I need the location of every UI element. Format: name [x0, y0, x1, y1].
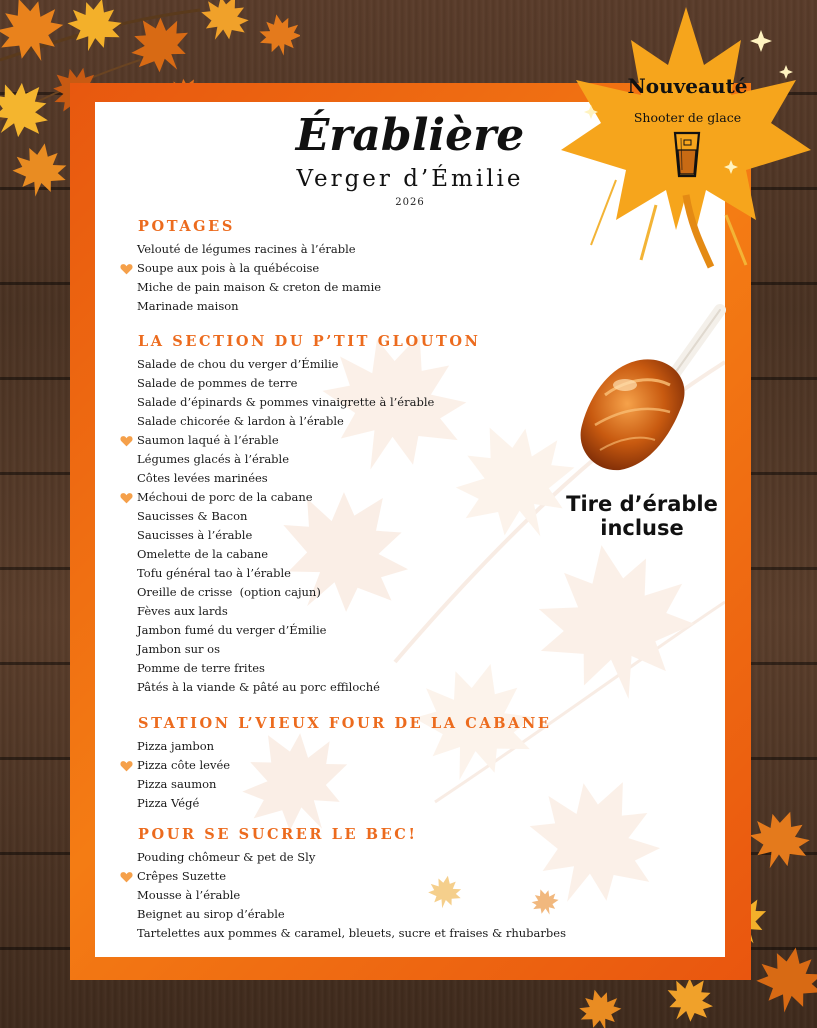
menu-item: Pizza Végé	[137, 796, 200, 810]
menu-item: Salade de pommes de terre	[137, 376, 298, 390]
promo-text	[552, 492, 732, 540]
badge-subtitle: Shooter de glace	[633, 110, 742, 125]
heart-icon	[120, 435, 133, 447]
menu-item: Oreille de crisse (option cajun)	[137, 585, 321, 599]
section-title-potages: POTAGES	[138, 218, 235, 235]
section-title-desserts: POUR SE SUCRER LE BEC!	[138, 826, 418, 843]
heart-icon	[120, 263, 133, 275]
menu-list-station-four	[137, 737, 230, 813]
menu-item: Méchoui de porc de la cabane	[137, 488, 434, 507]
menu-item: Miche de pain maison & creton de mamie	[137, 280, 382, 294]
page-title: Érablière	[295, 110, 525, 161]
menu-item: Pizza jambon	[137, 739, 215, 753]
menu-item: Pomme de terre frites	[137, 661, 265, 675]
promo-line-2: incluse	[600, 516, 684, 540]
heart-icon	[120, 492, 133, 504]
menu-list-ptit-glouton	[137, 355, 434, 697]
menu-item: Saumon laqué à l’érable	[137, 431, 434, 450]
menu-item: Légumes glacés à l’érable	[137, 452, 290, 466]
page-subtitle: Verger d’Émilie	[296, 166, 524, 192]
menu-item: Velouté de légumes racines à l’érable	[137, 242, 356, 256]
menu-item: Soupe aux pois à la québécoise	[137, 259, 381, 278]
section-title-station-four: STATION L’VIEUX FOUR DE LA CABANE	[138, 715, 552, 732]
menu-item: Saucisses & Bacon	[137, 509, 248, 523]
maple-taffy-illustration	[570, 300, 740, 490]
menu-item: Fèves aux lards	[137, 604, 228, 618]
menu-item: Mousse à l’érable	[137, 888, 241, 902]
menu-item: Tofu général tao à l’érable	[137, 566, 291, 580]
menu-list-desserts	[137, 848, 566, 943]
menu-item: Tartelettes aux pommes & caramel, bleuets, sucre et fraises & rhubarbes	[137, 926, 566, 940]
menu-item: Jambon sur os	[137, 642, 221, 656]
menu-item: Marinade maison	[137, 299, 239, 313]
menu-item: Jambon fumé du verger d’Émilie	[137, 623, 327, 637]
menu-item: Salade de chou du verger d’Émilie	[137, 357, 339, 371]
shot-glass-icon	[672, 130, 702, 180]
menu-item: Beignet au sirop d’érable	[137, 907, 285, 921]
menu-item: Pizza saumon	[137, 777, 217, 791]
promo-line-1: Tire d’érable	[566, 492, 718, 516]
menu-item: Pizza côte levée	[137, 756, 230, 775]
badge-title: Nouveauté	[627, 74, 748, 98]
menu-item: Salade chicorée & lardon à l’érable	[137, 414, 344, 428]
section-title-ptit-glouton: LA SECTION DU P’TIT GLOUTON	[138, 333, 481, 350]
menu-item: Saucisses à l’érable	[137, 528, 253, 542]
menu-item: Crêpes Suzette	[137, 867, 566, 886]
menu-item: Pouding chômeur & pet de Sly	[137, 850, 316, 864]
heart-icon	[120, 760, 133, 772]
menu-item: Côtes levées marinées	[137, 471, 268, 485]
menu-item: Salade d’épinards & pommes vinaigrette à l’érable	[137, 395, 435, 409]
year-label: 2026	[395, 197, 425, 208]
menu-item: Pâtés à la viande & pâté au porc effiloché	[137, 680, 380, 694]
menu-list-potages	[137, 240, 381, 316]
menu-item: Omelette de la cabane	[137, 547, 269, 561]
heart-icon	[120, 871, 133, 883]
